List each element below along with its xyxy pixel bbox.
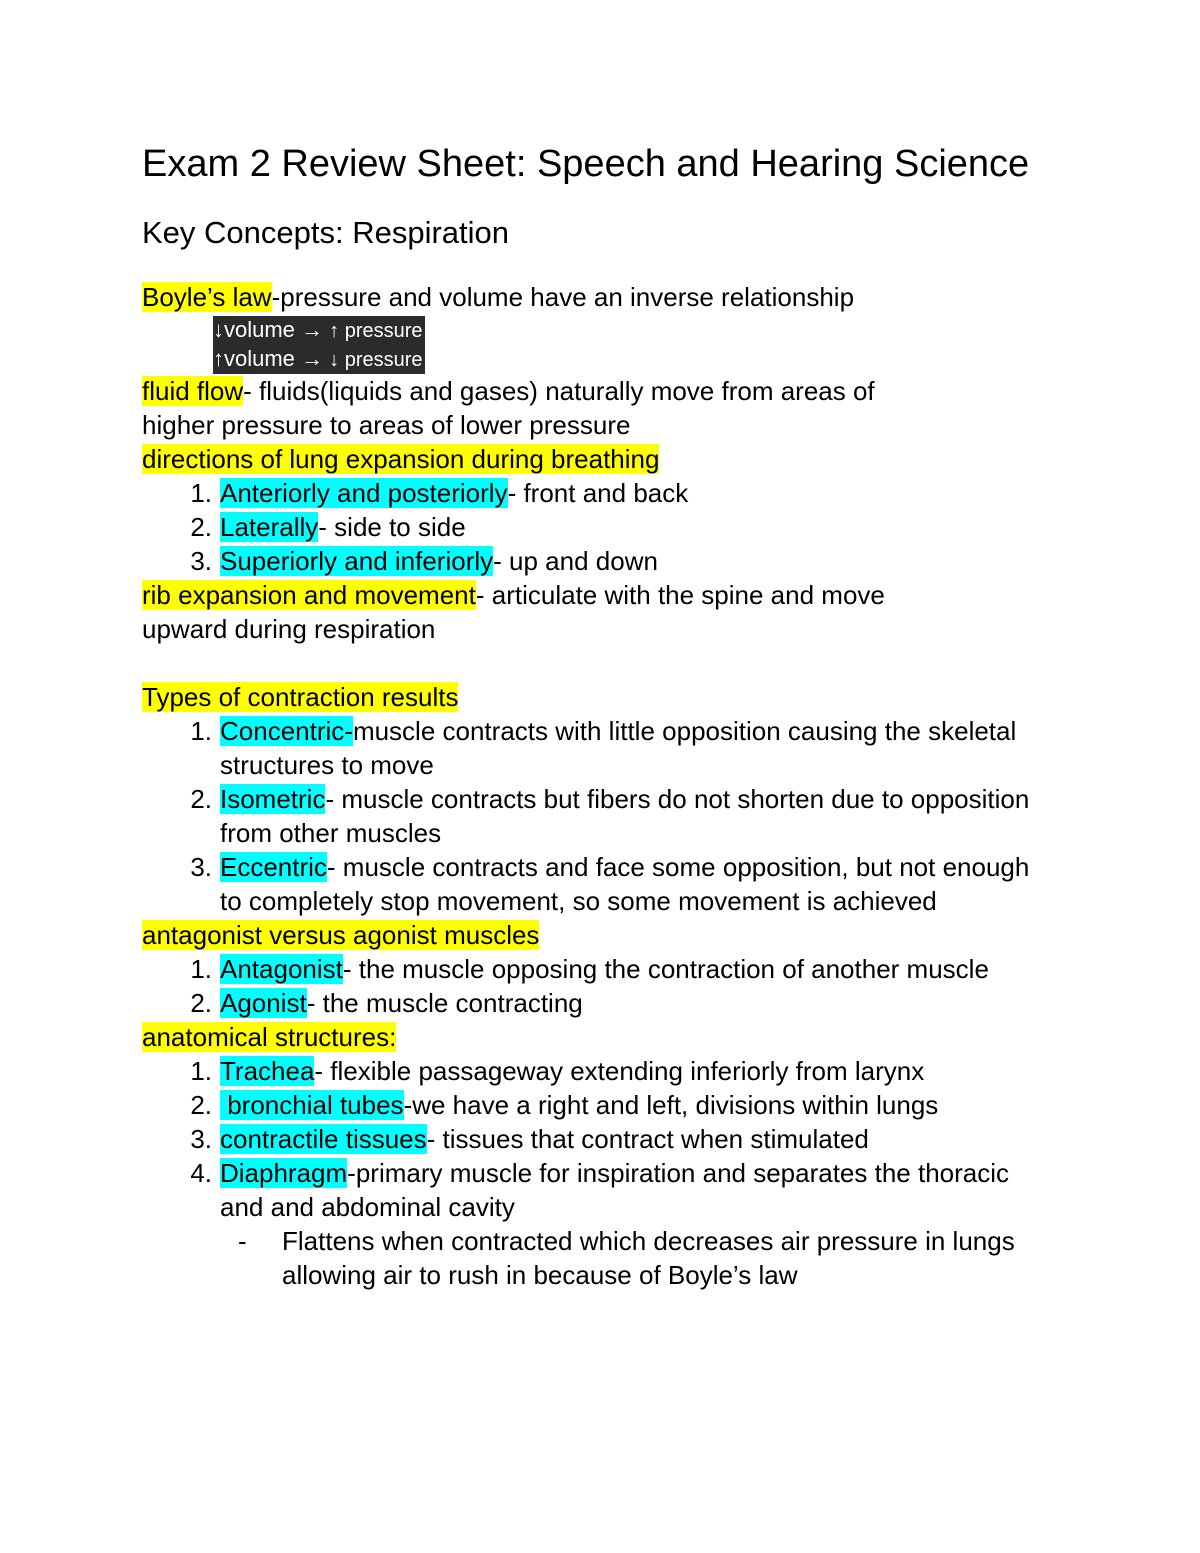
fluid-flow-term: fluid flow: [142, 376, 244, 406]
boyles-law-line: [142, 280, 1062, 314]
pressure-volume-row: ↑volume → ↓ pressure: [213, 346, 423, 371]
contraction-heading: Types of contraction results: [142, 682, 459, 712]
rib-expansion-term: rib expansion and movement: [142, 580, 476, 610]
list-item: 3. contractile tissues- tissues that contract when stimulated: [190, 1124, 869, 1154]
list-item: 3. Eccentric- muscle contracts and face some opposition, but not enough to completely stop movement, so some movement is achieved: [190, 852, 1030, 916]
page-title: Exam 2 Review Sheet: Speech and Hearing Science: [142, 143, 1030, 185]
list-item: 2. Agonist- the muscle contracting: [190, 988, 583, 1018]
section-heading: Key Concepts: Respiration: [142, 215, 510, 250]
pressure-volume-row: ↓volume → ↑ pressure: [213, 317, 423, 342]
list-item: 2. bronchial tubes-we have a right and left, divisions within lungs: [190, 1090, 939, 1120]
anatomy-heading: anatomical structures:: [142, 1022, 397, 1052]
sub-bullet: - Flattens when contracted which decreases air pressure in lungs allowing air to rush in because of Boyle’s law: [238, 1226, 1015, 1290]
boyles-law-term: Boyle’s law: [142, 282, 272, 312]
fluid-flow-line-2: higher pressure to areas of lower pressure: [142, 410, 631, 440]
rib-expansion-line: rib expansion and movement- articulate with the spine and move: [142, 580, 885, 610]
list-item: 2. Laterally- side to side: [190, 512, 466, 542]
list-item: 4. Diaphragm-primary muscle for inspiration and separates the thoracic and and abdominal cavity: [190, 1158, 1010, 1222]
document-body: [142, 280, 1062, 1292]
pressure-volume-box: [213, 316, 425, 374]
list-item: 1. Anteriorly and posteriorly- front and back: [190, 478, 689, 508]
fluid-flow-definition: - fluids(liquids and gases) naturally move from areas of: [243, 376, 875, 406]
list-item: 2. Isometric- muscle contracts but fibers do not shorten due to opposition from other muscles: [190, 784, 1030, 848]
boyles-law-definition: -pressure and volume have an inverse relationship: [271, 282, 855, 312]
antagonist-heading: antagonist versus agonist muscles: [142, 920, 540, 950]
rib-expansion-line-2: upward during respiration: [142, 614, 436, 644]
list-item: 1. Concentric-muscle contracts with little opposition causing the skeletal structures to move: [190, 716, 1017, 780]
fluid-flow-line: [142, 374, 1062, 408]
list-item: 1. Antagonist- the muscle opposing the contraction of another muscle: [190, 954, 989, 984]
spacer: [142, 646, 1062, 680]
directions-heading: directions of lung expansion during breathing: [142, 444, 660, 474]
list-item: 1. Trachea- flexible passageway extending inferiorly from larynx: [190, 1056, 925, 1086]
list-item: 3. Superiorly and inferiorly- up and down: [190, 546, 658, 576]
